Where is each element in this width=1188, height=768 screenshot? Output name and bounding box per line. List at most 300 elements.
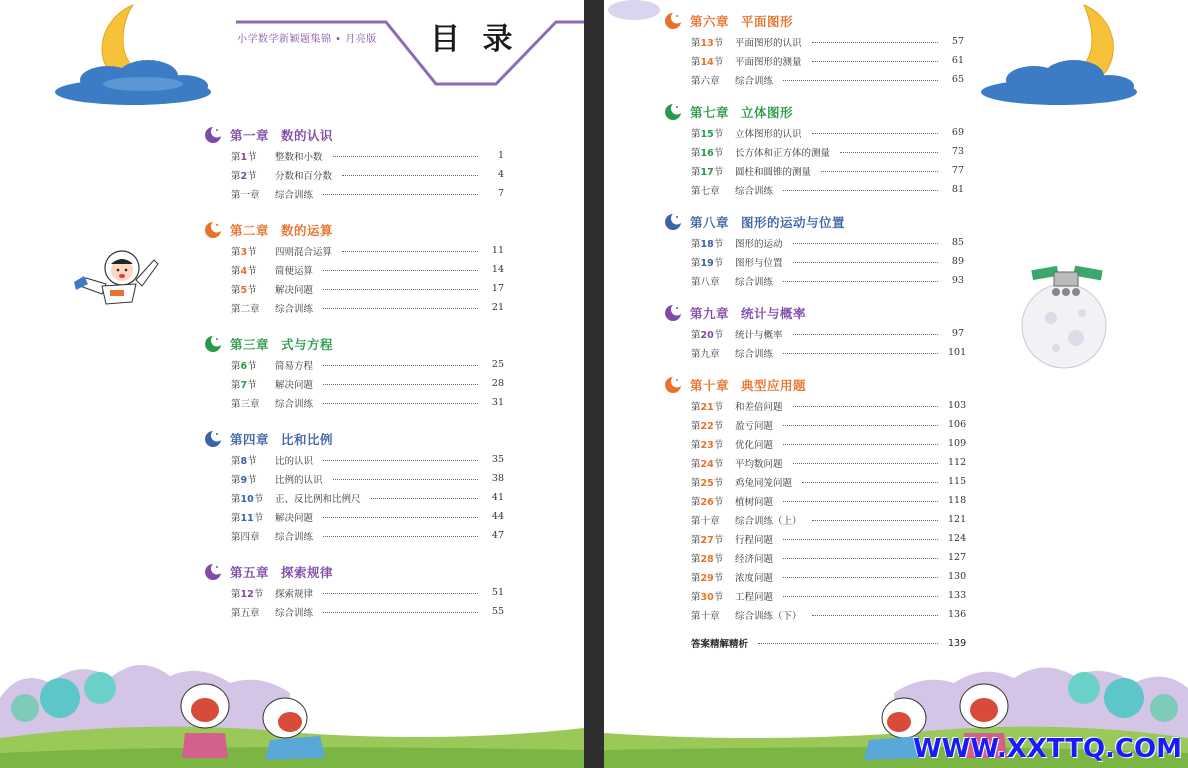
section-suffix: 节 bbox=[253, 588, 264, 600]
crescent-moon-icon bbox=[204, 563, 222, 581]
chapter-name: 数的运算 bbox=[281, 223, 334, 238]
toc-entry[interactable] bbox=[664, 510, 967, 529]
section-name: 解决问题 bbox=[275, 512, 314, 524]
watermark-text: WWW.XXTTQ.COM bbox=[913, 734, 1182, 764]
section-label bbox=[691, 437, 735, 451]
answers-entry[interactable] bbox=[664, 632, 967, 654]
section-name: 综合训练 bbox=[735, 276, 774, 288]
dot-leader bbox=[793, 406, 938, 407]
section-prefix: 第七章 bbox=[691, 185, 720, 197]
toc-entry[interactable] bbox=[204, 469, 504, 488]
section-suffix: 节 bbox=[713, 439, 724, 451]
chapter-block bbox=[204, 124, 504, 203]
section-prefix: 第 bbox=[691, 147, 701, 159]
section-prefix: 第八章 bbox=[691, 276, 720, 288]
page-number: 118 bbox=[948, 495, 967, 506]
dot-leader bbox=[371, 498, 478, 499]
toc-entry[interactable] bbox=[664, 567, 967, 586]
section-name: 综合训练 bbox=[275, 398, 314, 410]
page-number: 93 bbox=[951, 275, 964, 286]
section-name: 和差倍问题 bbox=[735, 401, 783, 413]
dot-leader bbox=[821, 171, 938, 172]
section-suffix: 节 bbox=[713, 534, 724, 546]
section-suffix: 节 bbox=[713, 496, 724, 508]
chapter-heading[interactable] bbox=[204, 124, 504, 146]
section-prefix: 第 bbox=[231, 512, 241, 524]
section-number: 25 bbox=[700, 477, 714, 489]
page-number: 51 bbox=[491, 587, 504, 598]
dot-leader bbox=[323, 194, 478, 195]
toc-entry[interactable] bbox=[664, 434, 967, 453]
section-label bbox=[691, 274, 735, 288]
chapter-title bbox=[690, 304, 806, 322]
dot-leader bbox=[802, 482, 938, 483]
crescent-moon-icon bbox=[664, 12, 682, 30]
page-number: 7 bbox=[497, 188, 504, 199]
chapter-block bbox=[664, 374, 967, 624]
dot-leader bbox=[793, 463, 938, 464]
section-number: 21 bbox=[700, 401, 714, 413]
section-prefix: 第 bbox=[691, 477, 701, 489]
dot-leader bbox=[323, 384, 478, 385]
section-label bbox=[691, 126, 735, 140]
section-suffix: 节 bbox=[713, 257, 724, 269]
chapter-heading[interactable] bbox=[204, 333, 504, 355]
section-number: 23 bbox=[700, 439, 714, 451]
section-name: 综合训练 bbox=[275, 303, 314, 315]
toc-entry[interactable] bbox=[664, 548, 967, 567]
toc-entry[interactable] bbox=[664, 161, 964, 180]
toc-entry[interactable] bbox=[664, 70, 964, 89]
section-label bbox=[231, 149, 275, 163]
dot-leader bbox=[783, 353, 938, 354]
page-number: 25 bbox=[491, 359, 504, 370]
dot-leader bbox=[793, 334, 938, 335]
title-frame-lines bbox=[236, 14, 584, 94]
page-number: 38 bbox=[491, 473, 504, 484]
dot-leader bbox=[783, 501, 938, 502]
page-number: 47 bbox=[491, 530, 504, 541]
chapter-number: 第三章 bbox=[230, 337, 270, 352]
chapter-name: 平面图形 bbox=[741, 14, 794, 29]
section-prefix: 第 bbox=[691, 401, 701, 413]
chapter-heading[interactable] bbox=[204, 561, 504, 583]
section-prefix: 第 bbox=[231, 360, 241, 372]
chapter-heading[interactable] bbox=[664, 10, 964, 32]
answers-label: 答案精解精析 bbox=[691, 639, 749, 650]
section-label bbox=[691, 475, 735, 489]
section-suffix: 节 bbox=[247, 360, 257, 372]
chapter-heading[interactable] bbox=[664, 211, 964, 233]
toc-entry[interactable] bbox=[664, 123, 964, 142]
toc-entry[interactable] bbox=[664, 271, 964, 290]
page-number: 112 bbox=[948, 457, 967, 468]
chapter-name: 图形的运动与位置 bbox=[741, 215, 846, 230]
section-prefix: 第五章 bbox=[231, 607, 260, 619]
section-suffix: 节 bbox=[713, 56, 724, 68]
toc-entry[interactable] bbox=[664, 180, 964, 199]
toc-entry[interactable] bbox=[204, 146, 504, 165]
page-number: 17 bbox=[491, 283, 504, 294]
page-number: 130 bbox=[948, 571, 967, 582]
page-number: 28 bbox=[491, 378, 504, 389]
section-name: 综合训练 bbox=[735, 185, 774, 197]
section-name: 优化问题 bbox=[735, 439, 774, 451]
section-suffix: 节 bbox=[253, 493, 264, 505]
dot-leader bbox=[783, 577, 938, 578]
chapter-heading[interactable] bbox=[664, 302, 964, 324]
section-suffix: 节 bbox=[713, 477, 724, 489]
section-number: 28 bbox=[700, 553, 714, 565]
chapter-number: 第十章 bbox=[690, 378, 730, 393]
chapter-number: 第二章 bbox=[230, 223, 270, 238]
page-number: 11 bbox=[491, 245, 504, 256]
section-name: 浓度问题 bbox=[735, 572, 774, 584]
section-name: 分数和百分数 bbox=[275, 170, 333, 182]
chapter-number: 第一章 bbox=[230, 128, 270, 143]
chapter-heading[interactable] bbox=[204, 428, 504, 450]
section-suffix: 节 bbox=[713, 238, 724, 250]
section-label bbox=[231, 358, 275, 372]
section-suffix: 节 bbox=[713, 401, 724, 413]
section-number: 16 bbox=[700, 147, 714, 159]
dot-leader bbox=[783, 80, 938, 81]
dot-leader bbox=[812, 520, 938, 521]
section-prefix: 第 bbox=[231, 246, 241, 258]
section-label bbox=[231, 244, 275, 258]
page-number: 133 bbox=[948, 590, 967, 601]
toc-left-column bbox=[204, 124, 504, 621]
section-name: 综合训练 bbox=[275, 531, 314, 543]
toc-entry[interactable] bbox=[664, 586, 967, 605]
section-number: 18 bbox=[700, 238, 714, 250]
section-prefix: 第 bbox=[231, 379, 241, 391]
section-prefix: 第 bbox=[691, 572, 701, 584]
section-suffix: 节 bbox=[713, 458, 724, 470]
page-number: 65 bbox=[951, 74, 964, 85]
section-label bbox=[691, 513, 735, 527]
dot-leader bbox=[323, 460, 478, 461]
section-name: 综合训练 bbox=[735, 348, 774, 360]
section-name: 盈亏问题 bbox=[735, 420, 774, 432]
section-suffix: 节 bbox=[247, 170, 257, 182]
toc-entry[interactable] bbox=[664, 142, 964, 161]
section-suffix: 节 bbox=[247, 284, 257, 296]
toc-entry[interactable] bbox=[204, 526, 504, 545]
section-prefix: 第 bbox=[691, 56, 701, 68]
chapter-title bbox=[690, 376, 806, 394]
toc-entry[interactable] bbox=[204, 583, 504, 602]
dot-leader bbox=[333, 479, 478, 480]
crescent-moon-icon bbox=[204, 335, 222, 353]
toc-entry[interactable] bbox=[204, 241, 504, 260]
chapter-title bbox=[690, 12, 793, 30]
chapter-title bbox=[230, 335, 333, 353]
page-number: 97 bbox=[951, 328, 964, 339]
section-label bbox=[691, 494, 735, 508]
dot-leader bbox=[323, 517, 478, 518]
page-number: 127 bbox=[948, 552, 967, 563]
section-label bbox=[231, 282, 275, 296]
toc-entry[interactable] bbox=[664, 343, 967, 362]
dot-leader bbox=[783, 558, 938, 559]
section-number: 20 bbox=[700, 329, 714, 341]
dot-leader bbox=[812, 42, 938, 43]
section-suffix: 节 bbox=[247, 265, 257, 277]
section-name: 解决问题 bbox=[275, 284, 314, 296]
section-number: 17 bbox=[700, 166, 714, 178]
section-label bbox=[691, 236, 735, 250]
chapter-title bbox=[230, 221, 333, 239]
section-name: 平均数问题 bbox=[735, 458, 783, 470]
section-prefix: 第 bbox=[691, 534, 701, 546]
section-prefix: 第 bbox=[691, 439, 701, 451]
section-prefix: 第 bbox=[691, 257, 701, 269]
section-name: 比例的认识 bbox=[275, 474, 323, 486]
chapter-title bbox=[230, 126, 333, 144]
section-prefix: 第十章 bbox=[691, 515, 720, 527]
book-subtitle: 小学数学新颖题集锦 • 月亮版 bbox=[237, 34, 377, 45]
page-number: 31 bbox=[491, 397, 504, 408]
page-number: 103 bbox=[948, 400, 967, 411]
page-number: 57 bbox=[951, 36, 964, 47]
toc-entry[interactable] bbox=[664, 415, 967, 434]
dot-leader bbox=[783, 596, 938, 597]
section-prefix: 第 bbox=[691, 166, 701, 178]
chapter-block bbox=[664, 10, 964, 89]
toc-entry[interactable] bbox=[204, 184, 504, 203]
section-suffix: 节 bbox=[247, 246, 257, 258]
toc-right-column bbox=[664, 10, 967, 654]
chapter-name: 比和比例 bbox=[281, 432, 334, 447]
section-label bbox=[691, 54, 735, 68]
section-label bbox=[231, 187, 275, 201]
section-number: 6 bbox=[240, 360, 248, 372]
page-number: 101 bbox=[948, 347, 967, 358]
dot-leader bbox=[323, 593, 478, 594]
chapter-name: 立体图形 bbox=[741, 105, 794, 120]
section-number: 13 bbox=[700, 37, 714, 49]
dot-leader bbox=[840, 152, 938, 153]
chapter-heading[interactable] bbox=[664, 374, 964, 396]
section-label bbox=[691, 73, 735, 87]
section-suffix: 节 bbox=[713, 420, 724, 432]
section-prefix: 第九章 bbox=[691, 348, 720, 360]
section-prefix: 第二章 bbox=[231, 303, 260, 315]
section-suffix: 节 bbox=[247, 474, 257, 486]
page-number: 35 bbox=[491, 454, 504, 465]
section-suffix: 节 bbox=[247, 455, 257, 467]
moon-rover-illustration bbox=[1016, 258, 1116, 370]
page-number: 109 bbox=[948, 438, 967, 449]
page-number: 21 bbox=[491, 302, 504, 313]
section-name: 立体图形的认识 bbox=[735, 128, 802, 140]
toc-entry[interactable] bbox=[664, 605, 967, 624]
page-number: 41 bbox=[491, 492, 504, 503]
toc-entry[interactable] bbox=[664, 529, 967, 548]
section-suffix: 节 bbox=[713, 553, 724, 565]
section-number: 14 bbox=[700, 56, 714, 68]
chapter-number: 第五章 bbox=[230, 565, 270, 580]
toc-entry[interactable] bbox=[664, 32, 964, 51]
dot-leader bbox=[812, 61, 938, 62]
section-prefix: 第 bbox=[691, 496, 701, 508]
section-label bbox=[231, 301, 275, 315]
chapter-block bbox=[204, 333, 504, 412]
chapter-heading[interactable] bbox=[204, 219, 504, 241]
crescent-moon-icon bbox=[664, 103, 682, 121]
section-prefix: 第 bbox=[231, 493, 241, 505]
section-name: 图形与位置 bbox=[735, 257, 783, 269]
section-prefix: 第 bbox=[691, 128, 701, 140]
section-prefix: 第一章 bbox=[231, 189, 260, 201]
page-number: 121 bbox=[948, 514, 967, 525]
section-name: 长方体和正方体的测量 bbox=[735, 147, 831, 159]
page-number: 89 bbox=[951, 256, 964, 267]
page-number: 4 bbox=[497, 169, 504, 180]
chapter-heading[interactable] bbox=[664, 101, 964, 123]
section-number: 7 bbox=[240, 379, 248, 391]
section-name: 鸡兔同笼问题 bbox=[735, 477, 793, 489]
section-suffix: 节 bbox=[713, 147, 724, 159]
dot-leader bbox=[783, 444, 938, 445]
section-label bbox=[231, 605, 275, 619]
section-prefix: 第 bbox=[231, 455, 241, 467]
section-label bbox=[231, 472, 275, 486]
left-page bbox=[0, 0, 584, 768]
toc-entry[interactable] bbox=[204, 393, 504, 412]
section-number: 8 bbox=[240, 455, 248, 467]
section-name: 探索规律 bbox=[275, 588, 314, 600]
crescent-moon-icon bbox=[204, 126, 222, 144]
chapter-number: 第八章 bbox=[690, 215, 730, 230]
section-label bbox=[691, 327, 735, 341]
moon-cloud-illustration-right bbox=[974, 0, 1144, 115]
toc-entry[interactable] bbox=[664, 396, 967, 415]
section-name: 比的认识 bbox=[275, 455, 314, 467]
toc-entry[interactable] bbox=[664, 472, 967, 491]
section-label bbox=[691, 551, 735, 565]
section-label bbox=[691, 456, 735, 470]
section-name: 正、反比例和比例尺 bbox=[275, 493, 361, 505]
toc-entry[interactable] bbox=[204, 450, 504, 469]
chapter-name: 探索规律 bbox=[281, 565, 334, 580]
page-number: 69 bbox=[951, 127, 964, 138]
toc-entry[interactable] bbox=[664, 324, 964, 343]
toc-entry[interactable] bbox=[664, 252, 964, 271]
toc-entry[interactable] bbox=[204, 507, 504, 526]
section-name: 综合训练（下） bbox=[735, 610, 802, 622]
dot-leader bbox=[783, 425, 938, 426]
section-name: 统计与概率 bbox=[735, 329, 783, 341]
section-number: 9 bbox=[240, 474, 248, 486]
chapter-block bbox=[204, 428, 504, 545]
section-prefix: 第十章 bbox=[691, 610, 720, 622]
section-prefix: 第四章 bbox=[231, 531, 260, 543]
dot-leader bbox=[323, 270, 478, 271]
section-number: 1 bbox=[240, 151, 248, 163]
toc-entry[interactable] bbox=[204, 260, 504, 279]
page-number: 124 bbox=[948, 533, 967, 544]
toc-entry[interactable] bbox=[664, 233, 964, 252]
page-number: 14 bbox=[491, 264, 504, 275]
section-suffix: 节 bbox=[713, 572, 724, 584]
section-prefix: 第 bbox=[231, 151, 241, 163]
page-number: 77 bbox=[951, 165, 964, 176]
section-name: 简便运算 bbox=[275, 265, 314, 277]
section-label bbox=[691, 346, 735, 360]
section-label bbox=[231, 396, 275, 410]
toc-entry[interactable] bbox=[204, 602, 504, 621]
section-label bbox=[231, 529, 275, 543]
dot-leader bbox=[783, 281, 938, 282]
section-prefix: 第 bbox=[231, 588, 241, 600]
dot-leader bbox=[342, 175, 478, 176]
section-label bbox=[231, 377, 275, 391]
section-label bbox=[691, 570, 735, 584]
section-number: 12 bbox=[240, 588, 254, 600]
toc-entry[interactable] bbox=[204, 488, 504, 507]
toc-entry[interactable] bbox=[204, 279, 504, 298]
page-number: 61 bbox=[951, 55, 964, 66]
section-suffix: 节 bbox=[247, 379, 257, 391]
section-number: 11 bbox=[240, 512, 254, 524]
section-label bbox=[231, 510, 275, 524]
toc-entry[interactable] bbox=[664, 491, 967, 510]
moon-cloud-illustration bbox=[48, 0, 218, 115]
page-number: 106 bbox=[948, 419, 967, 430]
section-label bbox=[691, 35, 735, 49]
toc-entry[interactable] bbox=[664, 453, 967, 472]
section-label bbox=[231, 168, 275, 182]
chapter-name: 数的认识 bbox=[281, 128, 334, 143]
chapter-name: 典型应用题 bbox=[741, 378, 807, 393]
section-name: 经济问题 bbox=[735, 553, 774, 565]
section-prefix: 第三章 bbox=[231, 398, 260, 410]
chapter-title bbox=[690, 103, 793, 121]
section-name: 简易方程 bbox=[275, 360, 314, 372]
chapter-title bbox=[230, 430, 333, 448]
section-label bbox=[231, 491, 275, 505]
toc-entry[interactable] bbox=[204, 298, 504, 317]
section-number: 3 bbox=[240, 246, 248, 258]
toc-entry[interactable] bbox=[664, 51, 964, 70]
chapter-number: 第四章 bbox=[230, 432, 270, 447]
section-suffix: 节 bbox=[713, 166, 724, 178]
section-prefix: 第 bbox=[691, 420, 701, 432]
dot-leader bbox=[323, 403, 478, 404]
section-suffix: 节 bbox=[247, 151, 257, 163]
section-suffix: 节 bbox=[713, 329, 724, 341]
chapter-number: 第六章 bbox=[690, 14, 730, 29]
crescent-moon-icon bbox=[204, 221, 222, 239]
dot-leader bbox=[783, 190, 938, 191]
toc-entry[interactable] bbox=[204, 165, 504, 184]
section-label bbox=[231, 453, 275, 467]
dot-leader bbox=[812, 133, 938, 134]
dot-leader bbox=[323, 365, 478, 366]
bottom-scenery-illustration bbox=[0, 658, 584, 768]
section-prefix: 第 bbox=[231, 474, 241, 486]
toc-entry[interactable] bbox=[204, 374, 504, 393]
page-number: 55 bbox=[491, 606, 504, 617]
dot-leader bbox=[323, 308, 478, 309]
toc-entry[interactable] bbox=[204, 355, 504, 374]
section-name: 平面图形的测量 bbox=[735, 56, 802, 68]
dot-leader bbox=[333, 156, 478, 157]
chapter-block bbox=[664, 211, 964, 290]
section-label bbox=[691, 164, 735, 178]
